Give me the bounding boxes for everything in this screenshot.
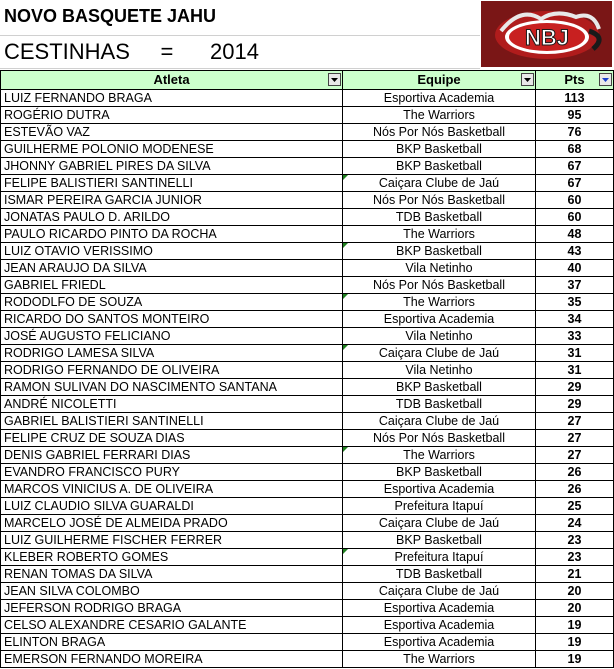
table-row [1, 175, 614, 192]
filter-dropdown-athlete[interactable] [328, 73, 341, 86]
team-cell[interactable]: Esportiva Academia [343, 634, 536, 651]
points-cell[interactable]: 67 [536, 158, 614, 175]
points-cell[interactable]: 67 [536, 175, 614, 192]
points-cell[interactable]: 60 [536, 192, 614, 209]
team-cell[interactable]: Esportiva Academia [343, 481, 536, 498]
table-row [1, 515, 614, 532]
points-cell[interactable]: 43 [536, 243, 614, 260]
team-cell[interactable]: BKP Basketball [343, 158, 536, 175]
table-row [1, 549, 614, 566]
team-cell[interactable]: Esportiva Academia [343, 311, 536, 328]
athlete-cell[interactable]: MARCELO JOSÉ DE ALMEIDA PRADO [1, 515, 343, 532]
team-cell[interactable]: Prefeitura Itapuí [343, 498, 536, 515]
table-row [1, 226, 614, 243]
points-cell[interactable]: 95 [536, 107, 614, 124]
points-cell[interactable]: 37 [536, 277, 614, 294]
column-header-label: Pts [564, 72, 585, 87]
team-cell[interactable]: The Warriors [343, 447, 536, 464]
points-cell[interactable]: 20 [536, 600, 614, 617]
athlete-cell[interactable]: LUIZ CLAUDIO SILVA GUARALDI [1, 498, 343, 515]
athlete-cell[interactable]: ISMAR PEREIRA GARCIA JUNIOR [1, 192, 343, 209]
table-row [1, 600, 614, 617]
points-cell[interactable]: 48 [536, 226, 614, 243]
points-cell[interactable]: 29 [536, 379, 614, 396]
table-row [1, 294, 614, 311]
team-cell[interactable]: Caiçara Clube de Jaú [343, 345, 536, 362]
points-cell[interactable]: 27 [536, 413, 614, 430]
athlete-cell[interactable]: JEFERSON RODRIGO BRAGA [1, 600, 343, 617]
chevron-down-icon [329, 74, 340, 85]
points-cell[interactable]: 76 [536, 124, 614, 141]
athlete-cell[interactable]: KLEBER ROBERTO GOMES [1, 549, 343, 566]
team-cell[interactable]: Nós Por Nós Basketball [343, 277, 536, 294]
athlete-cell[interactable]: PAULO RICARDO PINTO DA ROCHA [1, 226, 343, 243]
athlete-cell[interactable]: JOSÉ AUGUSTO FELICIANO [1, 328, 343, 345]
column-header-label: Atleta [153, 72, 190, 87]
points-cell[interactable]: 33 [536, 328, 614, 345]
athlete-cell[interactable]: ESTEVÃO VAZ [1, 124, 343, 141]
table-row [1, 311, 614, 328]
athlete-cell[interactable]: GUILHERME POLONIO MODENESE [1, 141, 343, 158]
athlete-cell[interactable]: JHONNY GABRIEL PIRES DA SILVA [1, 158, 343, 175]
points-cell[interactable]: 27 [536, 430, 614, 447]
points-cell[interactable]: 29 [536, 396, 614, 413]
table-row [1, 379, 614, 396]
points-cell[interactable]: 26 [536, 464, 614, 481]
comment-indicator-icon [343, 294, 348, 299]
athlete-cell[interactable]: LUIZ FERNANDO BRAGA [1, 90, 343, 107]
filter-dropdown-team[interactable] [521, 73, 534, 86]
nbj-logo [481, 1, 612, 67]
points-cell[interactable]: 23 [536, 532, 614, 549]
points-cell[interactable]: 27 [536, 447, 614, 464]
athlete-cell[interactable]: RAMON SULIVAN DO NASCIMENTO SANTANA [1, 379, 343, 396]
athlete-cell[interactable]: RICARDO DO SANTOS MONTEIRO [1, 311, 343, 328]
page-subtitle: CESTINHAS = 2014 [4, 39, 259, 64]
athlete-cell[interactable]: LUIZ OTAVIO VERISSIMO [1, 243, 343, 260]
team-cell[interactable]: The Warriors [343, 226, 536, 243]
table-row [1, 447, 614, 464]
column-header-athlete [1, 71, 343, 90]
points-cell[interactable]: 19 [536, 617, 614, 634]
points-cell[interactable]: 25 [536, 498, 614, 515]
table-row [1, 583, 614, 600]
table-row [1, 634, 614, 651]
divider [0, 68, 480, 69]
athlete-cell[interactable]: RODRIGO FERNANDO DE OLIVEIRA [1, 362, 343, 379]
team-cell[interactable]: BKP Basketball [343, 379, 536, 396]
table-row [1, 464, 614, 481]
athlete-cell[interactable]: JONATAS PAULO D. ARILDO [1, 209, 343, 226]
athlete-cell[interactable]: GABRIEL FRIEDL [1, 277, 343, 294]
athlete-cell[interactable]: LUIZ GUILHERME FISCHER FERRER [1, 532, 343, 549]
table-row [1, 651, 614, 668]
athlete-cell[interactable]: ELINTON BRAGA [1, 634, 343, 651]
points-cell[interactable]: 21 [536, 566, 614, 583]
team-cell[interactable]: Esportiva Academia [343, 600, 536, 617]
athlete-cell[interactable]: GABRIEL BALISTIERI SANTINELLI [1, 413, 343, 430]
team-cell[interactable]: Esportiva Academia [343, 617, 536, 634]
team-cell[interactable]: BKP Basketball [343, 532, 536, 549]
table-row [1, 532, 614, 549]
table-row [1, 158, 614, 175]
team-cell[interactable]: Caiçara Clube de Jaú [343, 175, 536, 192]
team-cell[interactable]: Prefeitura Itapuí [343, 549, 536, 566]
filter-dropdown-points[interactable] [599, 73, 612, 86]
team-cell[interactable]: Esportiva Academia [343, 90, 536, 107]
column-header-points [536, 71, 614, 90]
points-cell[interactable]: 34 [536, 311, 614, 328]
scorers-table [0, 70, 614, 668]
points-cell[interactable]: 31 [536, 345, 614, 362]
team-cell[interactable]: Vila Netinho [343, 362, 536, 379]
team-cell[interactable]: Caiçara Clube de Jaú [343, 515, 536, 532]
table-body [1, 90, 614, 668]
comment-indicator-icon [343, 175, 348, 180]
table-row [1, 617, 614, 634]
comment-indicator-icon [343, 243, 348, 248]
comment-indicator-icon [343, 549, 348, 554]
logo-text: NBJ [524, 25, 570, 50]
points-cell[interactable]: 113 [536, 90, 614, 107]
table-row [1, 481, 614, 498]
athlete-cell[interactable]: FELIPE BALISTIERI SANTINELLI [1, 175, 343, 192]
team-cell[interactable]: BKP Basketball [343, 141, 536, 158]
points-cell[interactable]: 20 [536, 583, 614, 600]
team-cell[interactable]: The Warriors [343, 107, 536, 124]
team-cell[interactable]: Nós Por Nós Basketball [343, 124, 536, 141]
table-row [1, 498, 614, 515]
comment-indicator-icon [343, 345, 348, 350]
athlete-cell[interactable]: MARCOS VINICIUS A. DE OLIVEIRA [1, 481, 343, 498]
team-cell[interactable]: TDB Basketball [343, 396, 536, 413]
athlete-cell[interactable]: RODRIGO LAMESA SILVA [1, 345, 343, 362]
points-cell[interactable]: 35 [536, 294, 614, 311]
table-row [1, 260, 614, 277]
table-row [1, 413, 614, 430]
table-row [1, 430, 614, 447]
athlete-cell[interactable]: RENAN TOMAS DA SILVA [1, 566, 343, 583]
nbj-logo-graphic [481, 1, 612, 67]
table-row [1, 277, 614, 294]
table-row [1, 345, 614, 362]
column-header-team [343, 71, 536, 90]
points-cell[interactable]: 40 [536, 260, 614, 277]
team-cell[interactable]: The Warriors [343, 294, 536, 311]
page-title: NOVO BASQUETE JAHU [4, 6, 217, 26]
table-row [1, 124, 614, 141]
table-row [1, 192, 614, 209]
team-cell[interactable]: TDB Basketball [343, 566, 536, 583]
divider [0, 35, 480, 36]
athlete-cell[interactable]: FELIPE CRUZ DE SOUZA DIAS [1, 430, 343, 447]
points-cell[interactable]: 19 [536, 651, 614, 668]
athlete-cell[interactable]: EMERSON FERNANDO MOREIRA [1, 651, 343, 668]
table-row [1, 209, 614, 226]
athlete-cell[interactable]: RODODLFO DE SOUZA [1, 294, 343, 311]
athlete-cell[interactable]: JEAN SILVA COLOMBO [1, 583, 343, 600]
points-cell[interactable]: 68 [536, 141, 614, 158]
athlete-cell[interactable]: ROGÉRIO DUTRA [1, 107, 343, 124]
points-cell[interactable]: 24 [536, 515, 614, 532]
table-row [1, 566, 614, 583]
table-row [1, 90, 614, 107]
team-cell[interactable]: The Warriors [343, 651, 536, 668]
team-cell[interactable]: Caiçara Clube de Jaú [343, 413, 536, 430]
points-cell[interactable]: 31 [536, 362, 614, 379]
team-cell[interactable]: BKP Basketball [343, 243, 536, 260]
table-row [1, 362, 614, 379]
table-row [1, 396, 614, 413]
team-cell[interactable]: TDB Basketball [343, 209, 536, 226]
table-row [1, 107, 614, 124]
chevron-down-icon [522, 74, 533, 85]
team-cell[interactable]: Nós Por Nós Basketball [343, 430, 536, 447]
points-cell[interactable]: 19 [536, 634, 614, 651]
table-row [1, 243, 614, 260]
column-header-label: Equipe [417, 72, 461, 87]
table-row [1, 328, 614, 345]
sort-descending-icon [600, 74, 611, 85]
comment-indicator-icon [343, 447, 348, 452]
points-cell[interactable]: 23 [536, 549, 614, 566]
table-row [1, 141, 614, 158]
team-cell[interactable]: BKP Basketball [343, 464, 536, 481]
team-cell[interactable]: Nós Por Nós Basketball [343, 192, 536, 209]
athlete-cell[interactable]: ANDRÉ NICOLETTI [1, 396, 343, 413]
athlete-cell[interactable]: DENIS GABRIEL FERRARI DIAS [1, 447, 343, 464]
athlete-cell[interactable]: JEAN ARAUJO DA SILVA [1, 260, 343, 277]
points-cell[interactable]: 26 [536, 481, 614, 498]
team-cell[interactable]: Vila Netinho [343, 260, 536, 277]
points-cell[interactable]: 60 [536, 209, 614, 226]
team-cell[interactable]: Caiçara Clube de Jaú [343, 583, 536, 600]
team-cell[interactable]: Vila Netinho [343, 328, 536, 345]
athlete-cell[interactable]: EVANDRO FRANCISCO PURY [1, 464, 343, 481]
athlete-cell[interactable]: CELSO ALEXANDRE CESARIO GALANTE [1, 617, 343, 634]
